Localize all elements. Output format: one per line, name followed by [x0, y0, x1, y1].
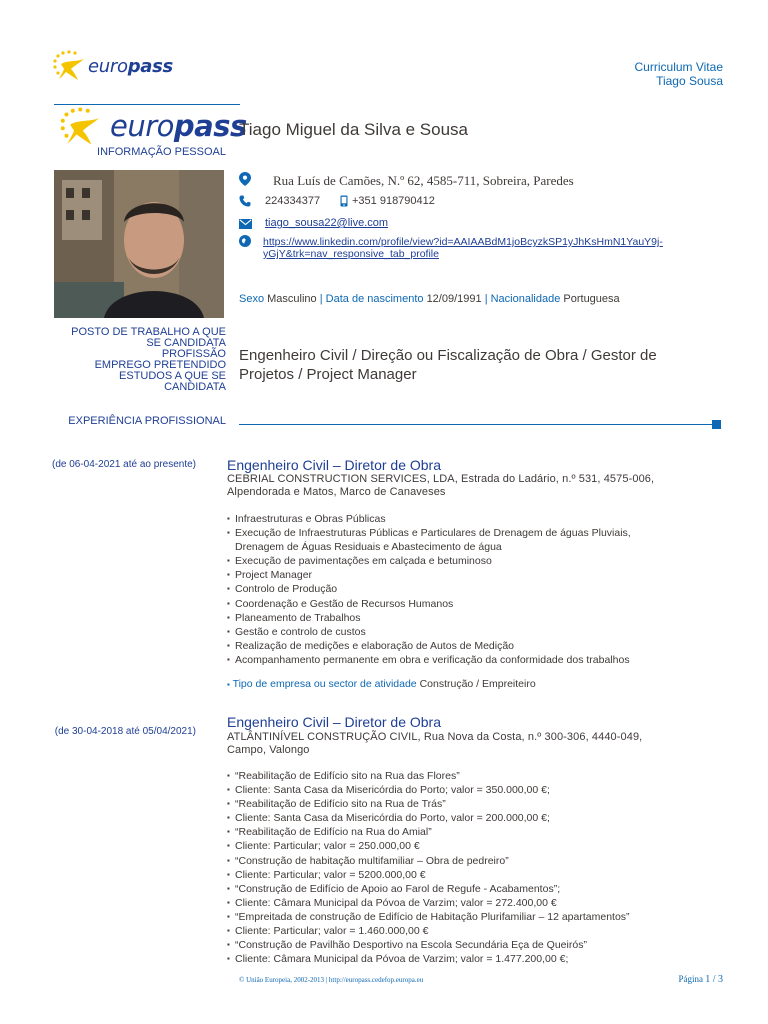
logo-word-light: euro — [110, 109, 174, 143]
full-name: Tiago Miguel da Silva e Sousa — [239, 120, 469, 139]
phone-icon — [239, 195, 251, 207]
list-item: ▪ Acompanhamento permanente em obra e verificação da conformidade dos trabalhos — [227, 653, 707, 667]
list-item: ▪ “Construção de Edifício de Apoio ao Farol de Regufe - Acabamentos”; — [227, 882, 707, 896]
document-header-right — [635, 60, 723, 88]
list-item: ▪ Cliente: Santa Casa da Misericórdia do Porto, valor = 200.000,00 €; — [227, 811, 707, 825]
birth-date-label: Data de nascimento — [325, 293, 424, 305]
email-envelope-icon — [239, 219, 252, 229]
linkedin-profile-link[interactable]: https://www.linkedin.com/profile/view?id=AAIAABdM1joBcyzkSP1yJhKsHmN1YauY9j- yGjY&trk=nav_responsive_tab_profile — [263, 236, 663, 260]
section-label-work-experience: EXPERIÊNCIA PROFISSIONAL — [68, 415, 226, 427]
job-1-period: (de 06-04-2021 até ao presente) — [52, 459, 196, 470]
list-item: ▪ “Reabilitação de Edifício sito na Rua de Trás” — [227, 797, 707, 811]
job-1-duties-list — [227, 512, 707, 667]
location-pin-icon — [239, 172, 251, 186]
logo-word-bold: pass — [173, 109, 247, 143]
section-divider-line — [239, 424, 721, 425]
sex-label: Sexo — [239, 293, 265, 305]
document-owner: Tiago Sousa — [656, 74, 723, 88]
mobile-number[interactable]: +351 918790412 — [352, 195, 435, 207]
contact-email — [239, 217, 709, 233]
list-item: ▪ Gestão e controlo de custos — [227, 625, 707, 639]
profile-photo — [54, 170, 224, 318]
sex-value: Masculino — [267, 293, 317, 305]
list-item: ▪ Execução de Infraestruturas Públicas e Particulares de Drenagem de águas Pluviais, — [227, 526, 707, 540]
list-item: ▪ Cliente: Santa Casa da Misericórdia do Porto; valor = 350.000,00 €; — [227, 783, 707, 797]
list-item: ▪ Coordenação e Gestão de Recursos Humanos — [227, 597, 707, 611]
document-type: Curriculum Vitae — [634, 60, 723, 74]
job-2-period: (de 30-04-2018 até 05/04/2021) — [54, 726, 196, 737]
footer-copyright: © União Europeia, 2002-2013 | http://europass.cedefop.europa.eu — [239, 976, 424, 984]
job-2-employer: ATLÂNTINÍVEL CONSTRUÇÃO CIVIL, Rua Nova da Costa, n.º 300-306, 4440-049, Campo, Valongo — [227, 731, 643, 756]
phone-number[interactable]: 224334377 — [265, 195, 321, 207]
list-item: ▪ “Reabilitação de Edifício na Rua do Amial” — [227, 825, 707, 839]
logo-word-bold: pass — [127, 56, 173, 77]
job-2-projects-list — [227, 769, 707, 966]
list-item: ▪ “Reabilitação de Edifício sito na Rua das Flores” — [227, 769, 707, 783]
section-label-job-applied: POSTO DE TRABALHO A QUE SE CANDIDATA PROFISSÃO EMPREGO PRETENDIDO ESTUDOS A QUE SE CANDIDATA — [71, 326, 226, 393]
birth-date-value: 12/09/1991 — [426, 293, 482, 305]
list-item: ▪ Infraestruturas e Obras Públicas — [227, 512, 707, 526]
europass-star-figure-icon — [52, 50, 92, 82]
list-item: ▪ Cliente: Câmara Municipal da Póvoa de Varzim; valor = 272.400,00 € — [227, 896, 707, 910]
europass-logo-large — [54, 104, 247, 149]
sector-value: Construção / Empreiteiro — [419, 678, 536, 690]
europass-logo-small — [52, 50, 173, 84]
job-1-sector: ▪ Tipo de empresa ou sector de atividade Construção / Empreiteiro — [227, 678, 536, 690]
list-item: ▪ “Empreitada de construção de Edifício de Habitação Plurifamiliar – 12 apartamentos” — [227, 910, 707, 924]
contact-address: Rua Luís de Camões, N.º 62, 4585-711, Sobreira, Paredes — [239, 172, 709, 190]
list-item: ▪ Realização de medições e elaboração de Autos de Medição — [227, 639, 707, 653]
job-1-employer: CEBRIAL CONSTRUCTION SERVICES, LDA, Estrada do Ladário, n.º 531, 4575-006, Alpendorada e Matos, Marco de Canaveses — [227, 473, 655, 498]
section-divider-marker — [712, 420, 721, 429]
job-2-title: Engenheiro Civil – Diretor de Obra — [227, 714, 441, 730]
europass-star-figure-icon — [54, 107, 114, 147]
nationality-label: Nacionalidade — [490, 293, 561, 305]
nationality-value: Portuguesa — [563, 293, 620, 305]
list-item: ▪ Project Manager — [227, 568, 707, 582]
list-item: ▪ Controlo de Produção — [227, 582, 707, 596]
list-item: ▪ Cliente: Particular; valor = 250.000,00 € — [227, 839, 707, 853]
globe-web-icon — [239, 235, 251, 247]
personal-details-line: Sexo Masculino | Data de nascimento 12/09/1991 | Nacionalidade Portuguesa — [239, 293, 620, 305]
list-item: ▪ “Construção de habitação multifamiliar – Obra de pedreiro” — [227, 854, 707, 868]
list-item: ▪ Cliente: Particular; valor = 1.460.000,00 € — [227, 924, 707, 938]
footer-page-indicator: Página 1 / 3 — [678, 974, 723, 985]
list-item: ▪ Planeamento de Trabalhos — [227, 611, 707, 625]
list-item: ▪ Execução de pavimentações em calçada e betuminoso — [227, 554, 707, 568]
list-item: ▪ “Construção de Pavilhão Desportivo na Escola Secundária Eça de Queirós” — [227, 938, 707, 952]
email-link[interactable]: tiago_sousa22@live.com — [265, 217, 389, 229]
list-item: Drenagem de Águas Residuais e Abastecimento de água — [235, 541, 502, 554]
mobile-phone-icon — [340, 195, 348, 207]
sector-label: Tipo de empresa ou sector de atividade — [232, 678, 417, 690]
job-1-title: Engenheiro Civil – Diretor de Obra — [227, 457, 441, 473]
section-label-personal-info: INFORMAÇÃO PESSOAL — [97, 146, 226, 158]
job-applied-title: Engenheiro Civil / Direção ou Fiscalização de Obra / Gestor de Projetos / Project Manager — [239, 347, 657, 383]
list-item: ▪ Cliente: Particular; valor = 5200.000,00 € — [227, 868, 707, 882]
list-item: ▪ Cliente: Câmara Municipal da Póvoa de Varzim; valor = 1.477.200,00 €; — [227, 952, 707, 966]
contact-linkedin — [239, 235, 709, 263]
contact-phones — [239, 195, 709, 211]
logo-word-light: euro — [88, 56, 128, 77]
